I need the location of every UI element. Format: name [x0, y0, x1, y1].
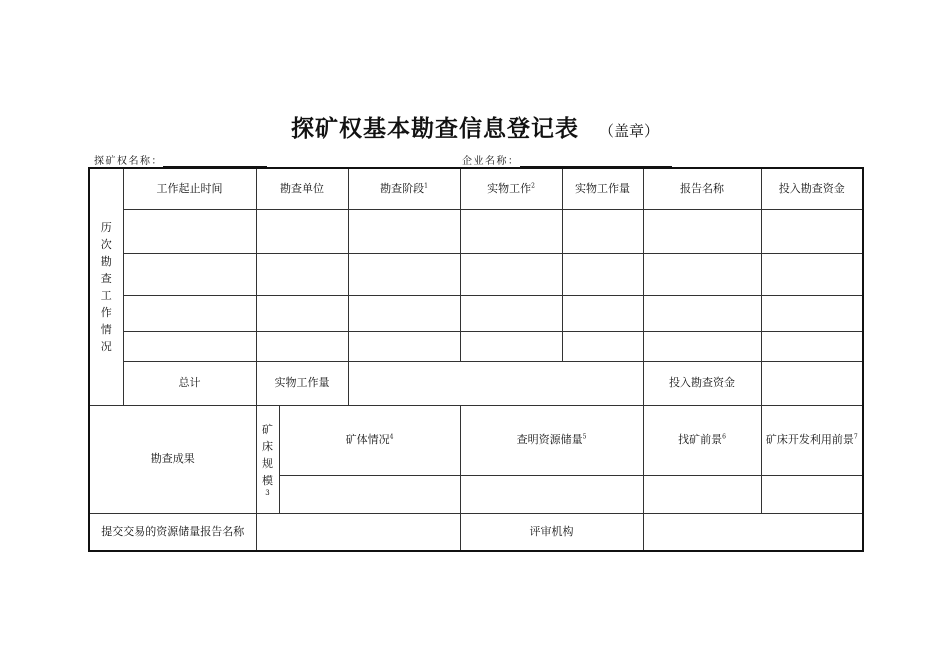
submission-report-value[interactable]	[256, 513, 460, 551]
ore-body-value[interactable]	[279, 475, 460, 513]
header-report-name: 报告名称	[643, 168, 761, 209]
results-header-row	[89, 405, 863, 475]
table-row	[89, 209, 863, 253]
enterprise-name-blank[interactable]	[520, 155, 672, 167]
table-row	[89, 295, 863, 331]
development-value[interactable]	[761, 475, 863, 513]
mining-right-name-label: 探矿权名称：	[94, 156, 163, 167]
submission-row	[89, 513, 863, 551]
total-label: 总计	[123, 361, 256, 405]
header-physical-work: 实物工作$^2$	[460, 168, 562, 209]
form-title	[0, 110, 950, 143]
reserves-value[interactable]	[460, 475, 643, 513]
review-org-value[interactable]	[643, 513, 863, 551]
submission-report-label: 提交交易的资源储量报告名称	[89, 513, 256, 551]
mining-right-name-blank[interactable]	[163, 155, 267, 167]
total-physical-quantity-label: 实物工作量	[256, 361, 348, 405]
deposit-scale-label: 矿 床 规 模 3	[256, 405, 279, 513]
header-survey-stage: 勘查阶段$^1$	[348, 168, 460, 209]
survey-info-table	[88, 167, 864, 552]
reserves-label: 查明资源储量$^5$	[460, 405, 643, 475]
header-row	[89, 168, 863, 209]
review-org-label: 评审机构	[460, 513, 643, 551]
stamp-note: （盖章）	[598, 122, 659, 140]
development-label: 矿床开发利用前景$^7$	[761, 405, 863, 475]
total-row	[89, 361, 863, 405]
prospect-label: 找矿前景$^6$	[643, 405, 761, 475]
form-title-text: 探矿权基本勘查信息登记表	[290, 116, 579, 142]
header-investment: 投入勘查资金	[761, 168, 863, 209]
total-physical-quantity-value[interactable]	[348, 361, 643, 405]
header-survey-unit: 勘查单位	[256, 168, 348, 209]
history-section-label: 历 次 勘 查 工 作 情 况	[89, 168, 123, 405]
prospect-value[interactable]	[643, 475, 761, 513]
table-row	[89, 331, 863, 361]
enterprise-name-label: 企业名称：	[462, 156, 520, 167]
mining-right-name-field	[94, 152, 267, 167]
enterprise-name-field	[462, 152, 672, 167]
ore-body-label: 矿体情况$^4$	[279, 405, 460, 475]
total-investment-label: 投入勘查资金	[643, 361, 761, 405]
results-label: 勘查成果	[89, 405, 256, 513]
table-row	[89, 253, 863, 295]
header-physical-quantity: 实物工作量	[562, 168, 643, 209]
header-work-period: 工作起止时间	[123, 168, 256, 209]
total-investment-value[interactable]	[761, 361, 863, 405]
